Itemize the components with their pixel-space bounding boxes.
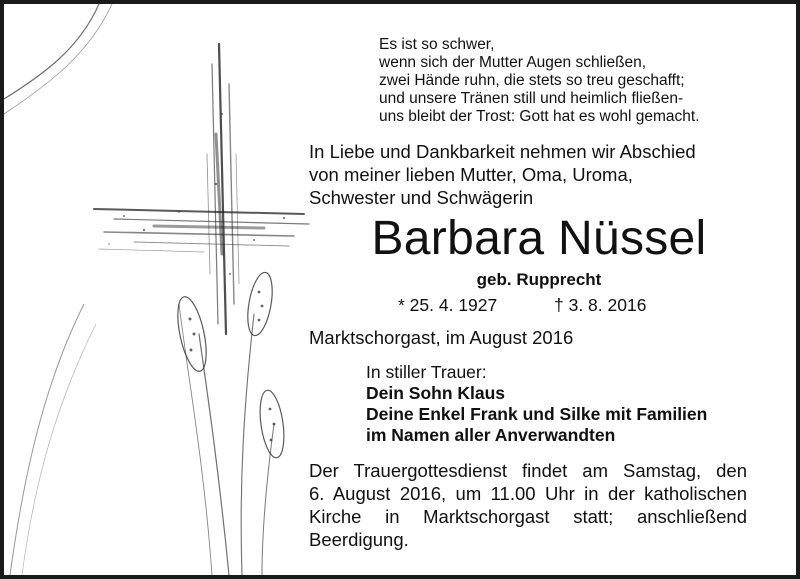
service-notice <box>309 459 747 551</box>
poem-line: Es ist so schwer, <box>379 36 495 53</box>
notice-line: 6. August 2016, um 11.00 Uhr in der katholischen <box>309 483 747 504</box>
deceased-name: Barbara Nüssel <box>371 212 707 265</box>
notice-line: Der Trauergottesdienst findet am Samstag, den <box>309 460 747 481</box>
poem-line: und unsere Tränen still und heimlich fließen- <box>379 90 684 107</box>
cross-with-wheat-icon <box>4 4 314 575</box>
notice-line: Beerdigung. <box>309 529 409 550</box>
mourners <box>366 362 707 446</box>
mourner-line: Deine Enkel Frank und Silke mit Familien <box>366 404 708 424</box>
poem <box>379 36 700 126</box>
birth-date: * 25. 4. 1927 <box>398 295 498 315</box>
poem-line: wenn sich der Mutter Augen schließen, <box>379 54 647 71</box>
intro-line: von meiner lieben Mutter, Oma, Uroma, <box>309 164 633 185</box>
poem-line: uns bleibt der Trost: Gott hat es wohl gemacht. <box>379 108 700 125</box>
birth-name: geb. Rupprecht <box>476 270 602 289</box>
poem-line: zwei Hände ruhn, die stets so treu geschafft; <box>379 72 685 89</box>
mourner-line: im Namen aller Anverwandten <box>366 425 616 445</box>
death-date: † 3. 8. 2016 <box>554 295 647 315</box>
mourner-line: Dein Sohn Klaus <box>366 383 506 403</box>
intro-line: Schwester und Schwägerin <box>309 187 534 208</box>
farewell-intro <box>309 140 696 209</box>
mourners-heading: In stiller Trauer: <box>366 362 487 382</box>
intro-line: In Liebe und Dankbarkeit nehmen wir Abschied <box>309 141 696 162</box>
notice-line: Kirche in Marktschorgast statt; anschließend <box>309 506 747 527</box>
place-and-date: Marktschorgast, im August 2016 <box>309 327 574 348</box>
